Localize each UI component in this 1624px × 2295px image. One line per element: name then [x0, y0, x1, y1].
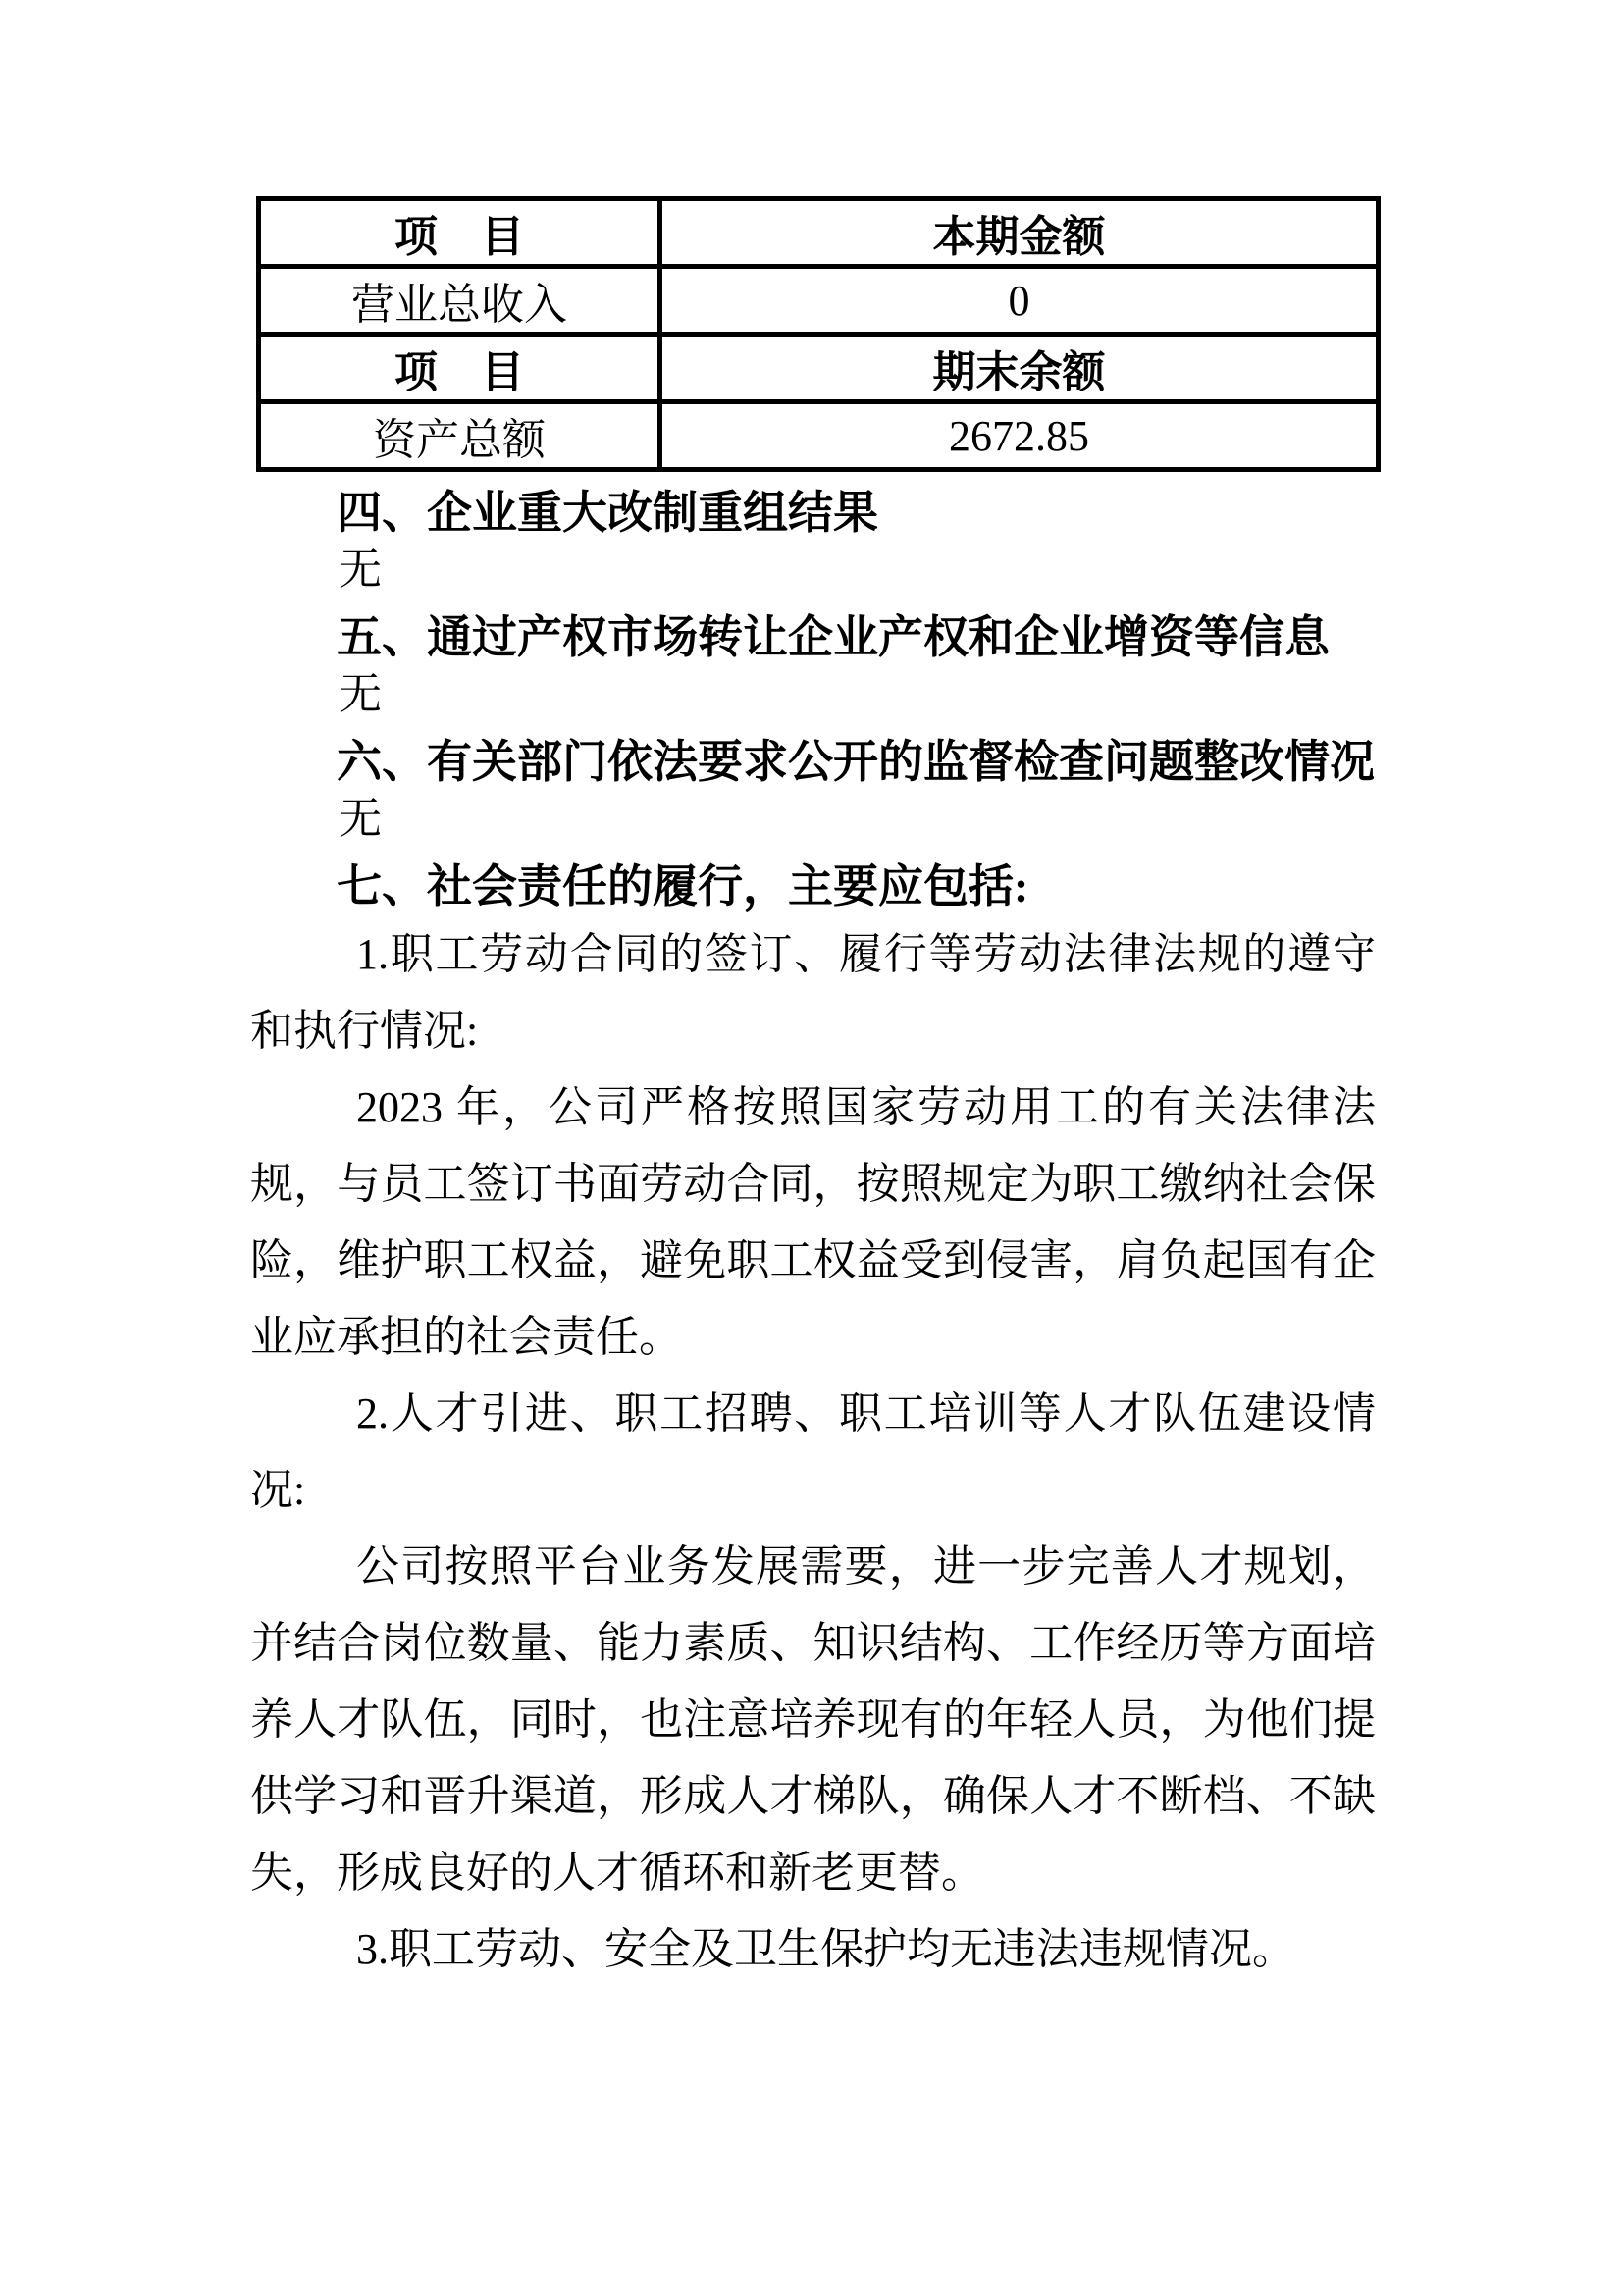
- section-4-body: 无: [339, 546, 382, 594]
- table-row: [259, 402, 1379, 470]
- table-row: [259, 267, 1379, 335]
- section-4: [250, 484, 1376, 597]
- financial-summary-table: [256, 196, 1381, 472]
- table-cell-total-revenue-label: 营业总收入: [259, 267, 660, 335]
- table-header-item-label: 项 目: [259, 199, 660, 267]
- table-cell-total-revenue-value: 0: [660, 267, 1379, 335]
- paragraph-safety-compliance: 3.职工劳动、安全及卫生保护均无违法违规情况。: [356, 1925, 1295, 1973]
- table-header-current-amount: 本期金额: [660, 199, 1379, 267]
- table-header-ending-balance: 期末余额: [660, 335, 1379, 402]
- section-6-heading: 六、有关部门依法要求公开的监督检查问题整改情况: [337, 737, 1375, 787]
- section-6-body: 无: [339, 795, 382, 843]
- table-cell-total-assets-value: 2672.85: [660, 402, 1379, 470]
- table-cell-total-assets-label: 资产总额: [259, 402, 660, 470]
- section-6: [250, 733, 1376, 846]
- section-5-body: 无: [339, 670, 382, 718]
- table-row: [259, 199, 1379, 267]
- paragraph-talent-intro: 2.人才引进、职工招聘、职工培训等人才队伍建设情况:: [250, 1389, 1376, 1514]
- section-4-heading: 四、企业重大改制重组结果: [337, 488, 878, 538]
- table-header-item-label-2: 项 目: [259, 335, 660, 402]
- paragraph-2023-compliance: 2023 年，公司严格按照国家劳动用工的有关法律法规，与员工签订书面劳动合同，按照规定为职工缴纳社会保险，维护职工权益，避免职工权益受到侵害，肩负起国有企业应承担的社会责任。: [250, 1083, 1376, 1361]
- section-5: [250, 608, 1376, 721]
- section-7: [250, 858, 1376, 1988]
- section-7-heading: 七、社会责任的履行，主要应包括:: [337, 861, 1029, 912]
- paragraph-labor-contracts: 1.职工劳动合同的签订、履行等劳动法律法规的遵守和执行情况:: [250, 930, 1376, 1055]
- section-5-heading: 五、通过产权市场转让企业产权和企业增资等信息: [337, 612, 1330, 662]
- paragraph-talent-development: 公司按照平台业务发展需要，进一步完善人才规划，并结合岗位数量、能力素质、知识结构、工作经历等方面培养人才队伍，同时，也注意培养现有的年轻人员，为他们提供学习和晋升渠道，形成人才梯队，确保人才不断档、不缺失，形成良好的人才循环和新老更替。: [250, 1542, 1376, 1897]
- table-row: [259, 335, 1379, 402]
